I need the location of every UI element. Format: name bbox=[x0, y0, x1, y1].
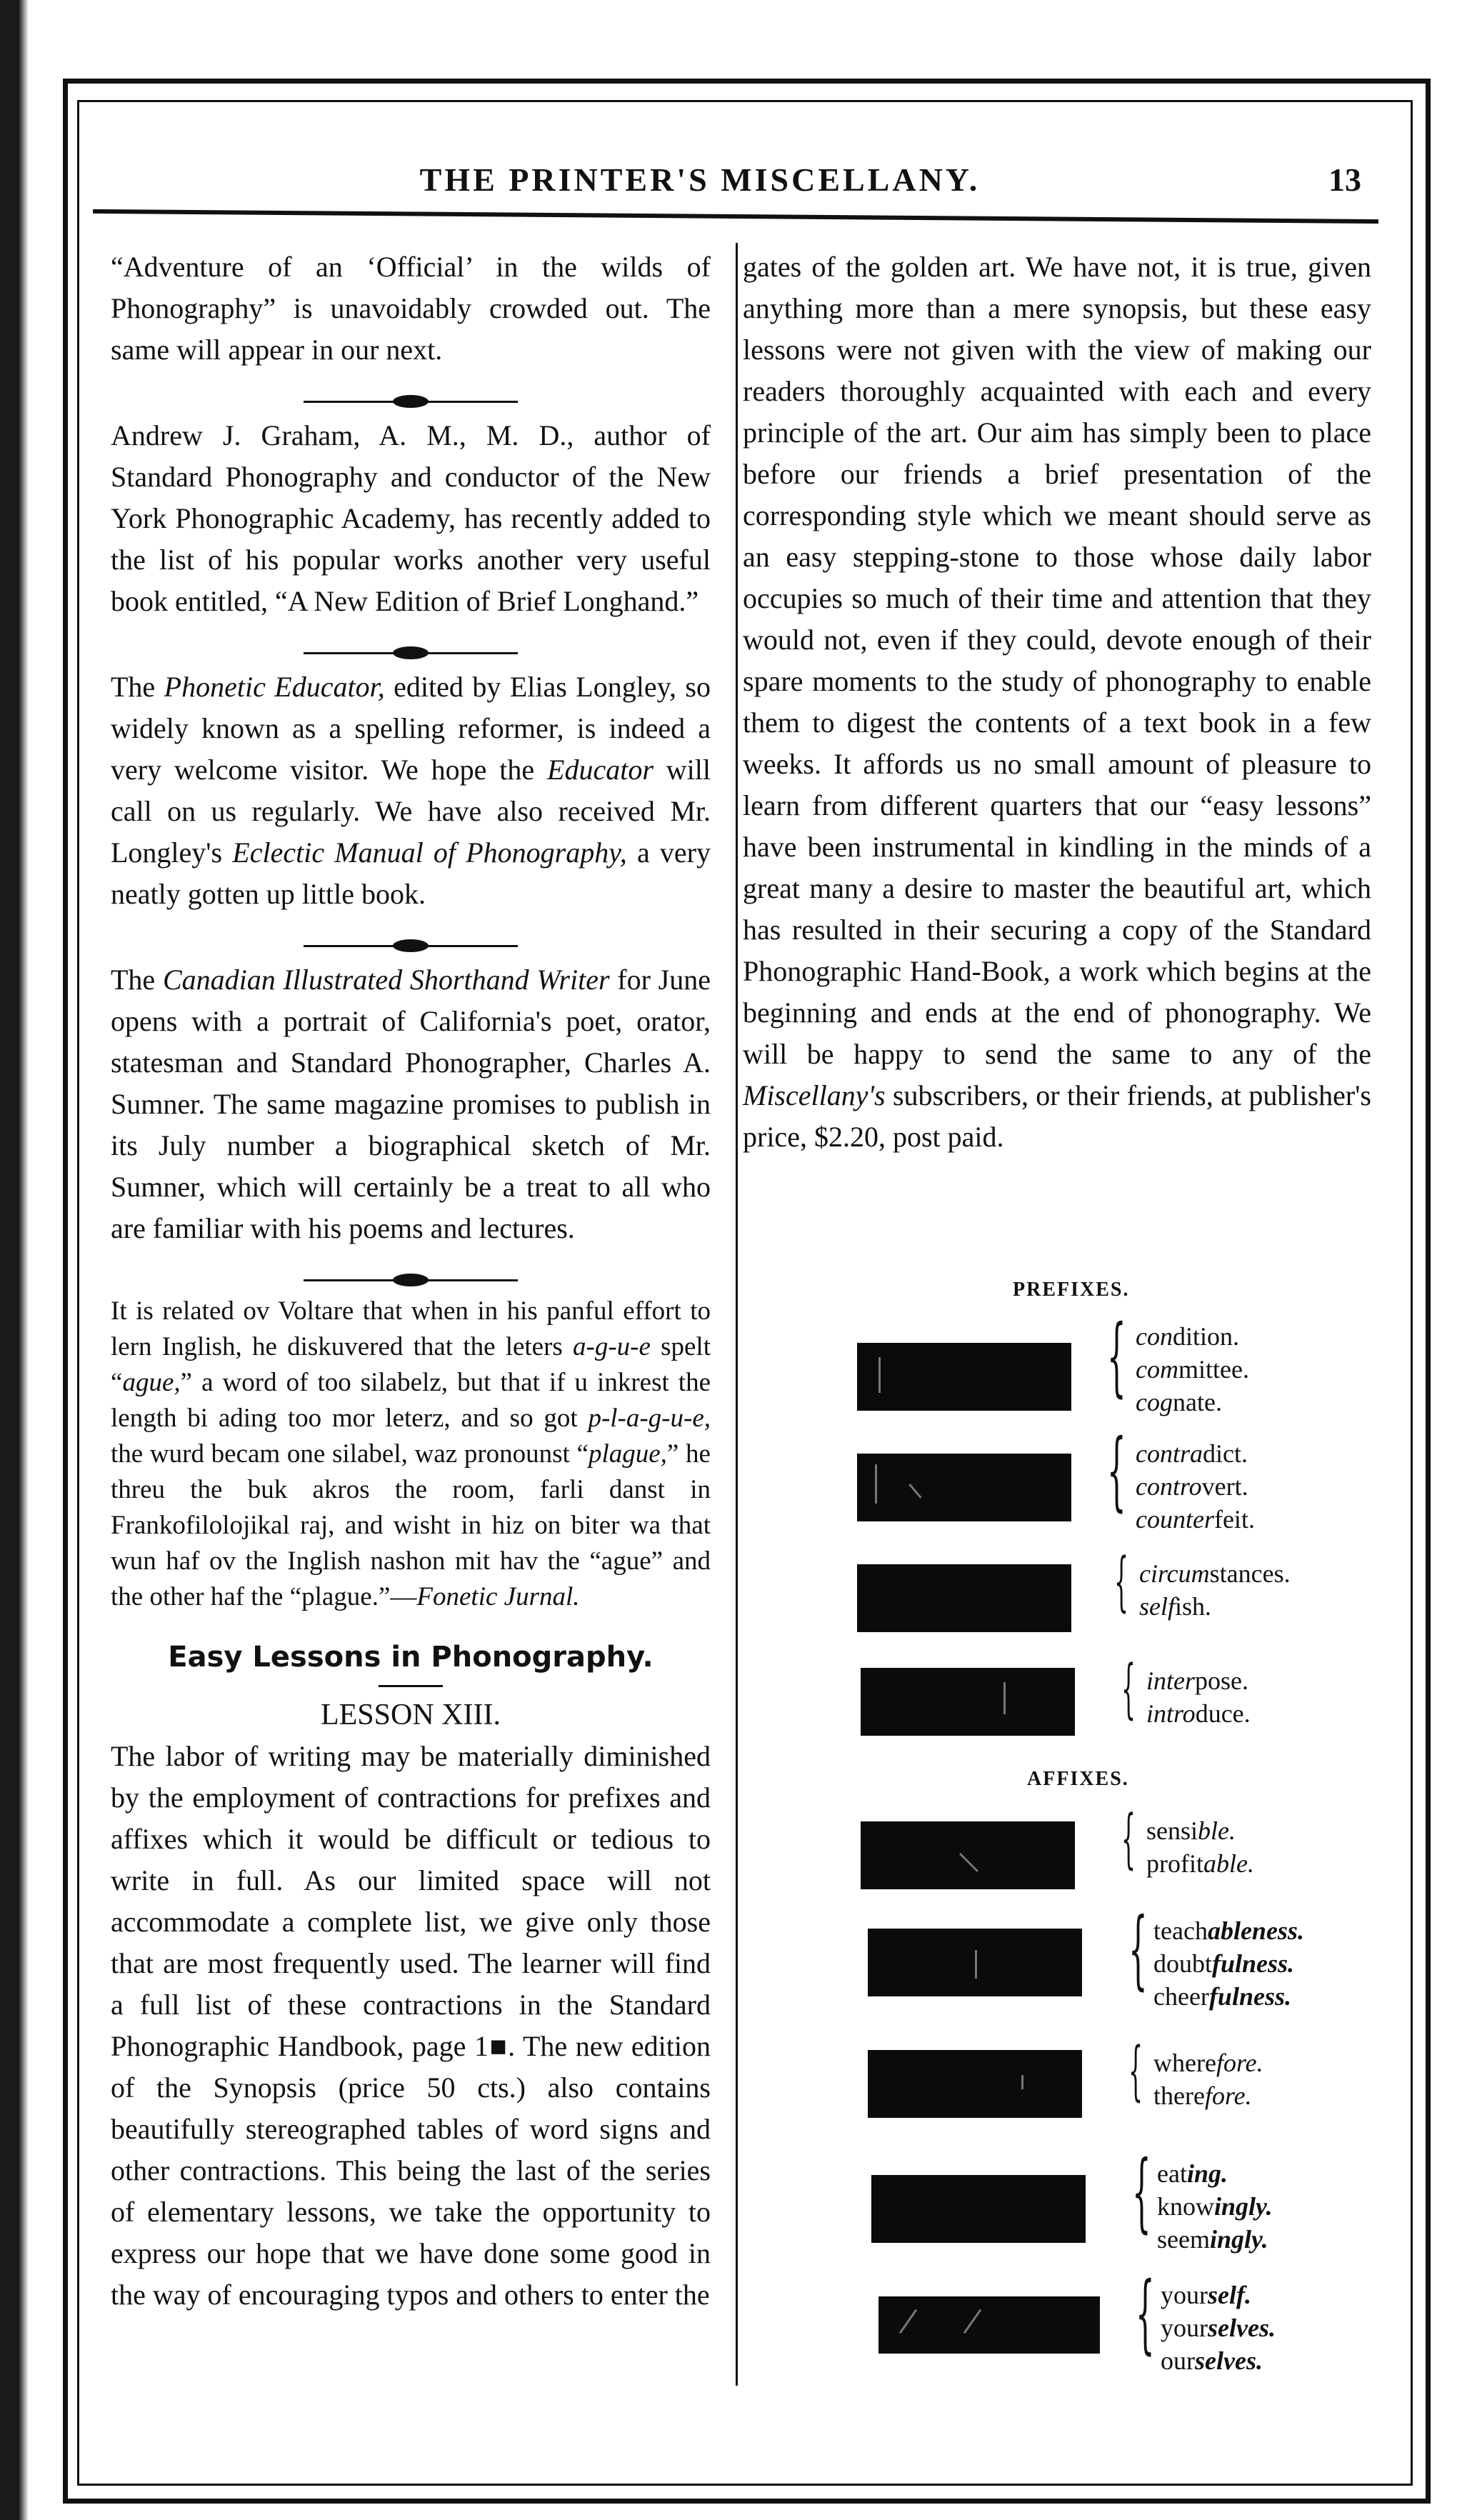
prefix-example: circumstances. bbox=[1139, 1559, 1291, 1588]
lesson-rule bbox=[379, 1685, 443, 1687]
right-column bbox=[743, 246, 1371, 1174]
prefixes-heading: PREFIXES. bbox=[1013, 1279, 1130, 1301]
prefix-example: selfish. bbox=[1139, 1592, 1212, 1621]
prefix-example: cognate. bbox=[1136, 1388, 1222, 1416]
affix-example: therefore. bbox=[1153, 2081, 1252, 2110]
ornamental-separator bbox=[304, 638, 518, 666]
notice-graham: Andrew J. Graham, A. M., M. D., author of Standard Phonography and conductor of the New York Phonographic Academy, has recently added to the list of his popular works another very useful book entitled, “A New Edition of Brief Longhand.” bbox=[111, 419, 711, 617]
ornamental-separator bbox=[304, 386, 518, 415]
affix-group-3 bbox=[1153, 2046, 1263, 2112]
prefix-group-1 bbox=[1136, 1320, 1249, 1419]
affix-group-5 bbox=[1161, 2279, 1276, 2377]
brace-icon: { bbox=[1114, 1544, 1129, 1619]
brace-icon: { bbox=[1121, 1651, 1136, 1726]
prefix-example: introduce. bbox=[1146, 1699, 1251, 1728]
shorthand-stroke-sample bbox=[878, 2296, 1100, 2354]
affix-example: ourselves. bbox=[1161, 2346, 1263, 2375]
brace-icon: { bbox=[1107, 1307, 1126, 1406]
affix-example: eating. bbox=[1157, 2159, 1228, 2188]
shorthand-stroke-sample bbox=[861, 1668, 1075, 1736]
prefix-example: controvert. bbox=[1136, 1472, 1248, 1501]
brace-icon: { bbox=[1121, 1801, 1136, 1876]
ornamental-separator bbox=[304, 1265, 518, 1294]
prefix-group-4 bbox=[1146, 1664, 1251, 1730]
brace-icon: { bbox=[1132, 2143, 1151, 2242]
column-divider bbox=[736, 243, 738, 2386]
prefix-example: committee. bbox=[1136, 1355, 1249, 1384]
section-heading: Easy Lessons in Phonography. bbox=[168, 1641, 654, 1674]
notice-phonetic-educator: The Phonetic Educator, edited by Elias Longley, so widely known as a spelling reformer, is indeed a very welcome visitor. We hope the Educator will call on us regularly. We have also received Mr. Longley's Eclectic Manual of Phonography, a very neatly gotten up little book. bbox=[111, 671, 711, 910]
affix-example: yourself. bbox=[1161, 2281, 1251, 2309]
affixes-heading: AFFIXES. bbox=[1027, 1768, 1129, 1790]
brace-icon: { bbox=[1128, 1900, 1148, 1999]
shorthand-stroke-sample bbox=[868, 1929, 1082, 1996]
affix-group-2 bbox=[1153, 1914, 1304, 2013]
shorthand-stroke-sample bbox=[857, 1454, 1071, 1521]
affix-example: teachableness. bbox=[1153, 1916, 1304, 1945]
notice-shorthand-writer: The Canadian Illustrated Shorthand Writer for June opens with a portrait of California's poet, orator, statesman and Standard Phonographer, Charles A. Sumner. The same magazine promises to publish in its July number a biographical sketch of Mr. Sumner, which will certainly be a treat to all who are familiar with his poems and lectures. bbox=[111, 964, 711, 1244]
affix-example: wherefore. bbox=[1153, 2049, 1263, 2077]
lesson-text: The labor of writing may be materially diminished by the employment of contractions for prefixes and affixes which it would be difficult or tedious to write in full. As our limited space will not accommodate a complete list, we give only those that are most frequently used. The learner will find a full list of these contractions in the Standard Phonographic Handbook, page 1■. The new edition of the Synopsis (price 50 cts.) also contains beautifully stereographed tables of word signs and other contractions. This being the last of the series of elementary lessons, we take the opportunity to express our hope that we have done some good in the way of encouraging typos and others to enter the bbox=[111, 1740, 711, 2311]
page-number: 13 bbox=[1328, 161, 1361, 198]
affix-example: sensible. bbox=[1146, 1816, 1236, 1845]
left-column bbox=[111, 246, 711, 2331]
running-title: THE PRINTER'S MISCELLANY. bbox=[419, 161, 981, 198]
affix-group-4 bbox=[1157, 2157, 1273, 2256]
affix-example: knowingly. bbox=[1157, 2192, 1273, 2221]
ornamental-separator bbox=[304, 931, 518, 959]
prefix-example: condition. bbox=[1136, 1322, 1239, 1351]
brace-icon: { bbox=[1107, 1421, 1126, 1521]
lesson-title: LESSON XIII. bbox=[321, 1699, 501, 1731]
prefix-example: contradict. bbox=[1136, 1439, 1248, 1468]
prefix-example: counterfeit. bbox=[1136, 1505, 1255, 1534]
affix-example: cheerfulness. bbox=[1153, 1982, 1291, 2011]
affix-example: doubtfulness. bbox=[1153, 1949, 1295, 1978]
shorthand-stroke-sample bbox=[861, 1821, 1075, 1889]
affix-example: seemingly. bbox=[1157, 2225, 1268, 2254]
notice-voltaire: It is related ov Voltare that when in his panful effort to lern Inglish, he diskuvered that the leters a-g-u-e spelt “ague,” a word of too silabelz, but that if u inkrest the length bi ading too mor leterz, and so got p-l-a-g-u-e, the wurd becam one silabel, waz pronounst “plague,” he threu the buk akros the room, farli danst in Frankofilolojikal raj, and wisht in hiz on biter wa that wun haf ov the Inglish nashon mit hav the “ague” and the other haf the “plague.”—Fonetic Jurnal. bbox=[111, 1296, 711, 1611]
brace-icon: { bbox=[1128, 2034, 1143, 2109]
prefix-group-3 bbox=[1139, 1557, 1291, 1623]
affix-example: yourselves. bbox=[1161, 2314, 1276, 2342]
lesson-continuation: gates of the golden art. We have not, it is true, given anything more than a mere synopsis, but these easy lessons were not given with the view of making our readers thoroughly acquainted with each and every principle of the art. Our aim has simply been to place before our friends a brief presentation of the corresponding style which we meant should serve as an easy stepping-stone to those whose daily labor occupies so much of their time and attention that they would not, even if they could, devote enough of their spare moments to the study of phonography to enable them to digest the contents of a text book in a few weeks. It affords us no small amount of pleasure to learn from different quarters that our “easy lessons” have been instrumental in kindling in the minds of a great many a desire to master the beautiful art, which has resulted in their securing a copy of the Standard Phonographic Hand-Book, a work which begins at the beginning and ends at the end of phonography. We will be happy to send the same to any of the Miscellany's subscribers, or their friends, at publisher's price, $2.20, post paid. bbox=[743, 251, 1371, 1153]
shorthand-stroke-sample bbox=[857, 1343, 1071, 1411]
affix-example: profitable. bbox=[1146, 1849, 1254, 1878]
shorthand-stroke-sample bbox=[871, 2175, 1086, 2243]
notice-adventure: “Adventure of an ‘Official’ in the wilds of Phonography” is unavoidably crowded out. The same will appear in our next. bbox=[111, 251, 711, 366]
shorthand-stroke-sample bbox=[868, 2050, 1082, 2118]
shorthand-stroke-sample bbox=[857, 1564, 1071, 1632]
affix-group-1 bbox=[1146, 1814, 1254, 1880]
brace-icon: { bbox=[1136, 2264, 1155, 2364]
prefix-example: interpose. bbox=[1146, 1666, 1248, 1695]
page-binding-edge bbox=[0, 0, 29, 2520]
prefix-group-2 bbox=[1136, 1437, 1255, 1536]
